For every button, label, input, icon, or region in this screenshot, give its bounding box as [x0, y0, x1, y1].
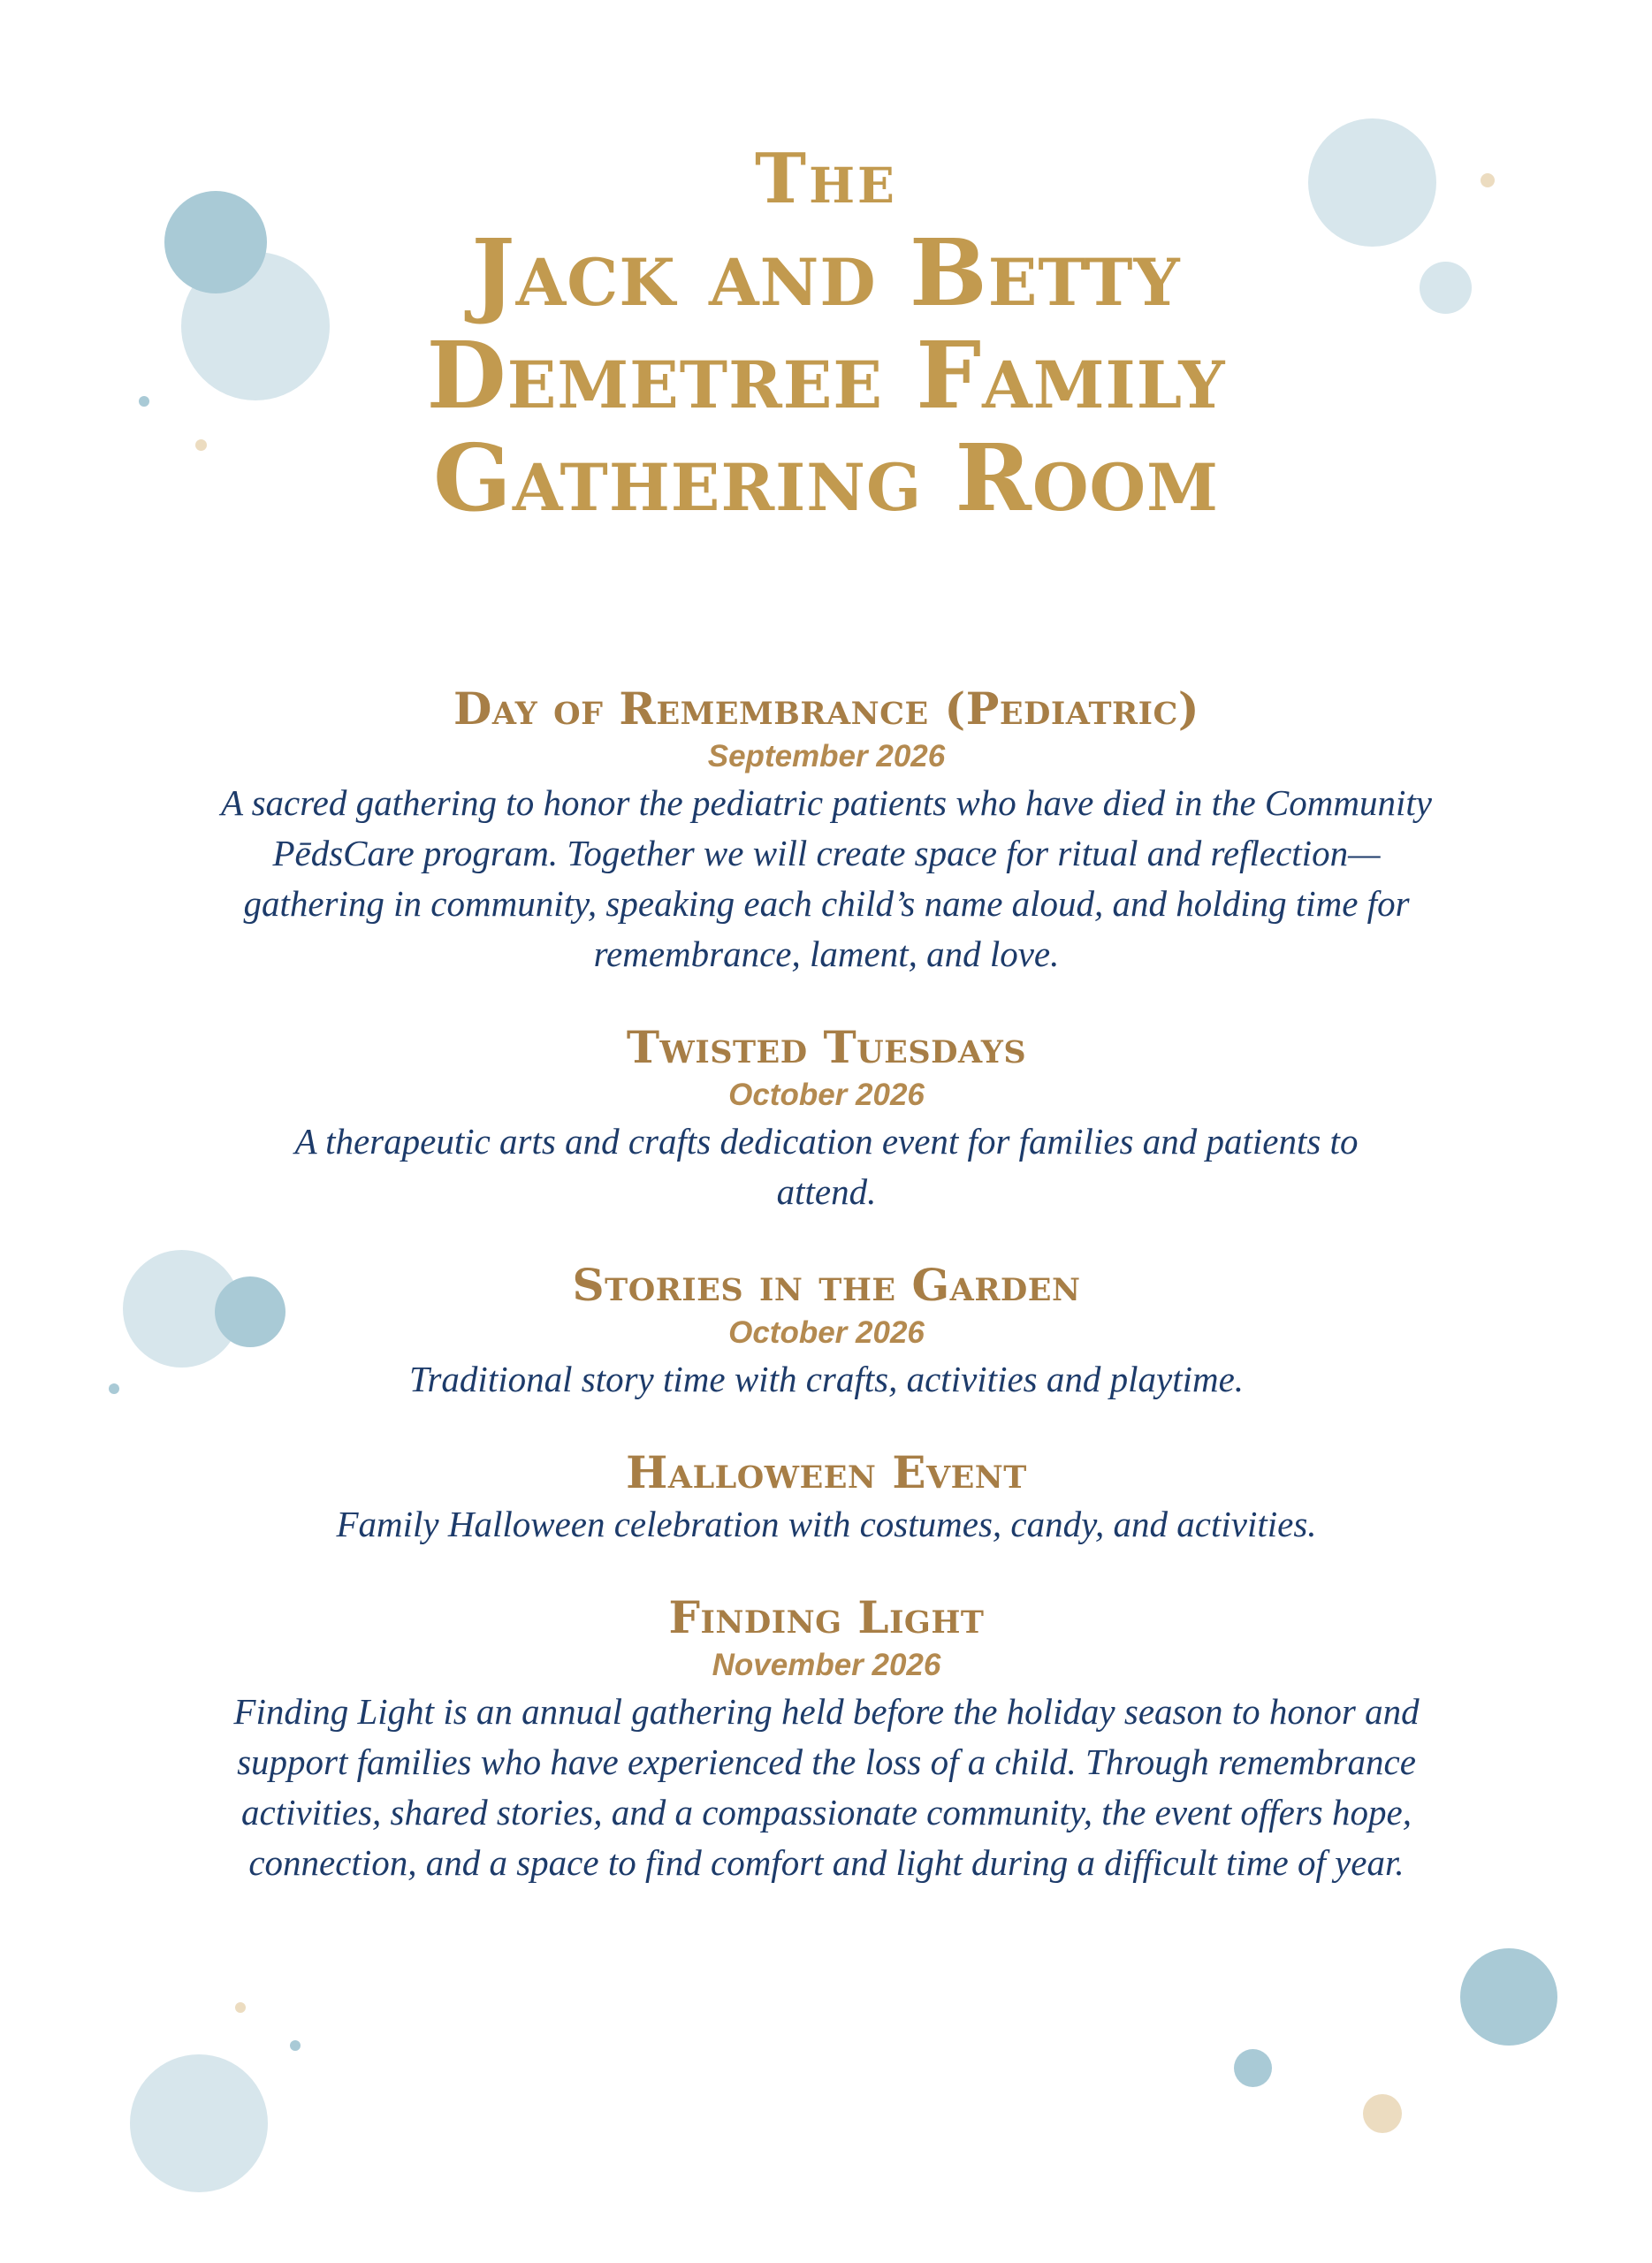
decor-circle-icon	[1363, 2094, 1402, 2133]
decor-dot-icon	[235, 2002, 246, 2013]
decor-dot-icon	[290, 2040, 301, 2051]
event-title: Day of Remembrance (Pediatric)	[453, 682, 1199, 735]
event-item	[203, 1591, 1450, 1888]
event-description: Traditional story time with crafts, activities and playtime.	[408, 1359, 1245, 1399]
title-line-1: Jack and Betty	[471, 218, 1181, 327]
event-description: Family Halloween celebration with costumes, candy, and activities.	[336, 1504, 1317, 1544]
decor-dot-icon	[109, 1383, 119, 1394]
event-title: Finding Light	[668, 1591, 985, 1643]
event-description: Finding Light is an annual gathering held before the holiday season to honor and support families who have experienced the loss of a child. Through remembrance activities, shared stories, and a compassionate community, the event offers hope, connection, and a space to find comfort and light during a difficult time of year.	[233, 1691, 1420, 1883]
event-date: October 2026	[728, 1078, 925, 1112]
title-prefix: The	[755, 139, 897, 219]
decor-circle-icon	[1234, 2049, 1272, 2087]
event-date: September 2026	[707, 739, 946, 773]
page-title	[0, 137, 1652, 530]
event-item	[203, 1446, 1450, 1550]
event-title: Halloween Event	[626, 1446, 1027, 1498]
event-list	[203, 682, 1450, 1888]
event-item	[203, 1021, 1450, 1217]
title-line-3: Gathering Room	[433, 423, 1219, 532]
event-item	[203, 1259, 1450, 1405]
event-description: A therapeutic arts and crafts dedication event for families and patients to attend.	[294, 1121, 1359, 1212]
event-date: November 2026	[712, 1648, 941, 1682]
decor-circle-icon	[130, 2054, 268, 2192]
event-title: Stories in the Garden	[572, 1259, 1081, 1311]
event-item	[203, 682, 1450, 979]
decor-circle-icon	[1460, 1948, 1557, 2046]
event-description: A sacred gathering to honor the pediatric patients who have died in the Community PēdsCare program. Together we will create space for ritual and reflection—gathering in community, speaking each child’s name aloud, and holding time for remembrance, lament, and love.	[221, 782, 1432, 974]
event-date: October 2026	[728, 1315, 925, 1350]
title-line-2: Demetree Family	[426, 321, 1226, 430]
event-title: Twisted Tuesdays	[626, 1021, 1027, 1073]
